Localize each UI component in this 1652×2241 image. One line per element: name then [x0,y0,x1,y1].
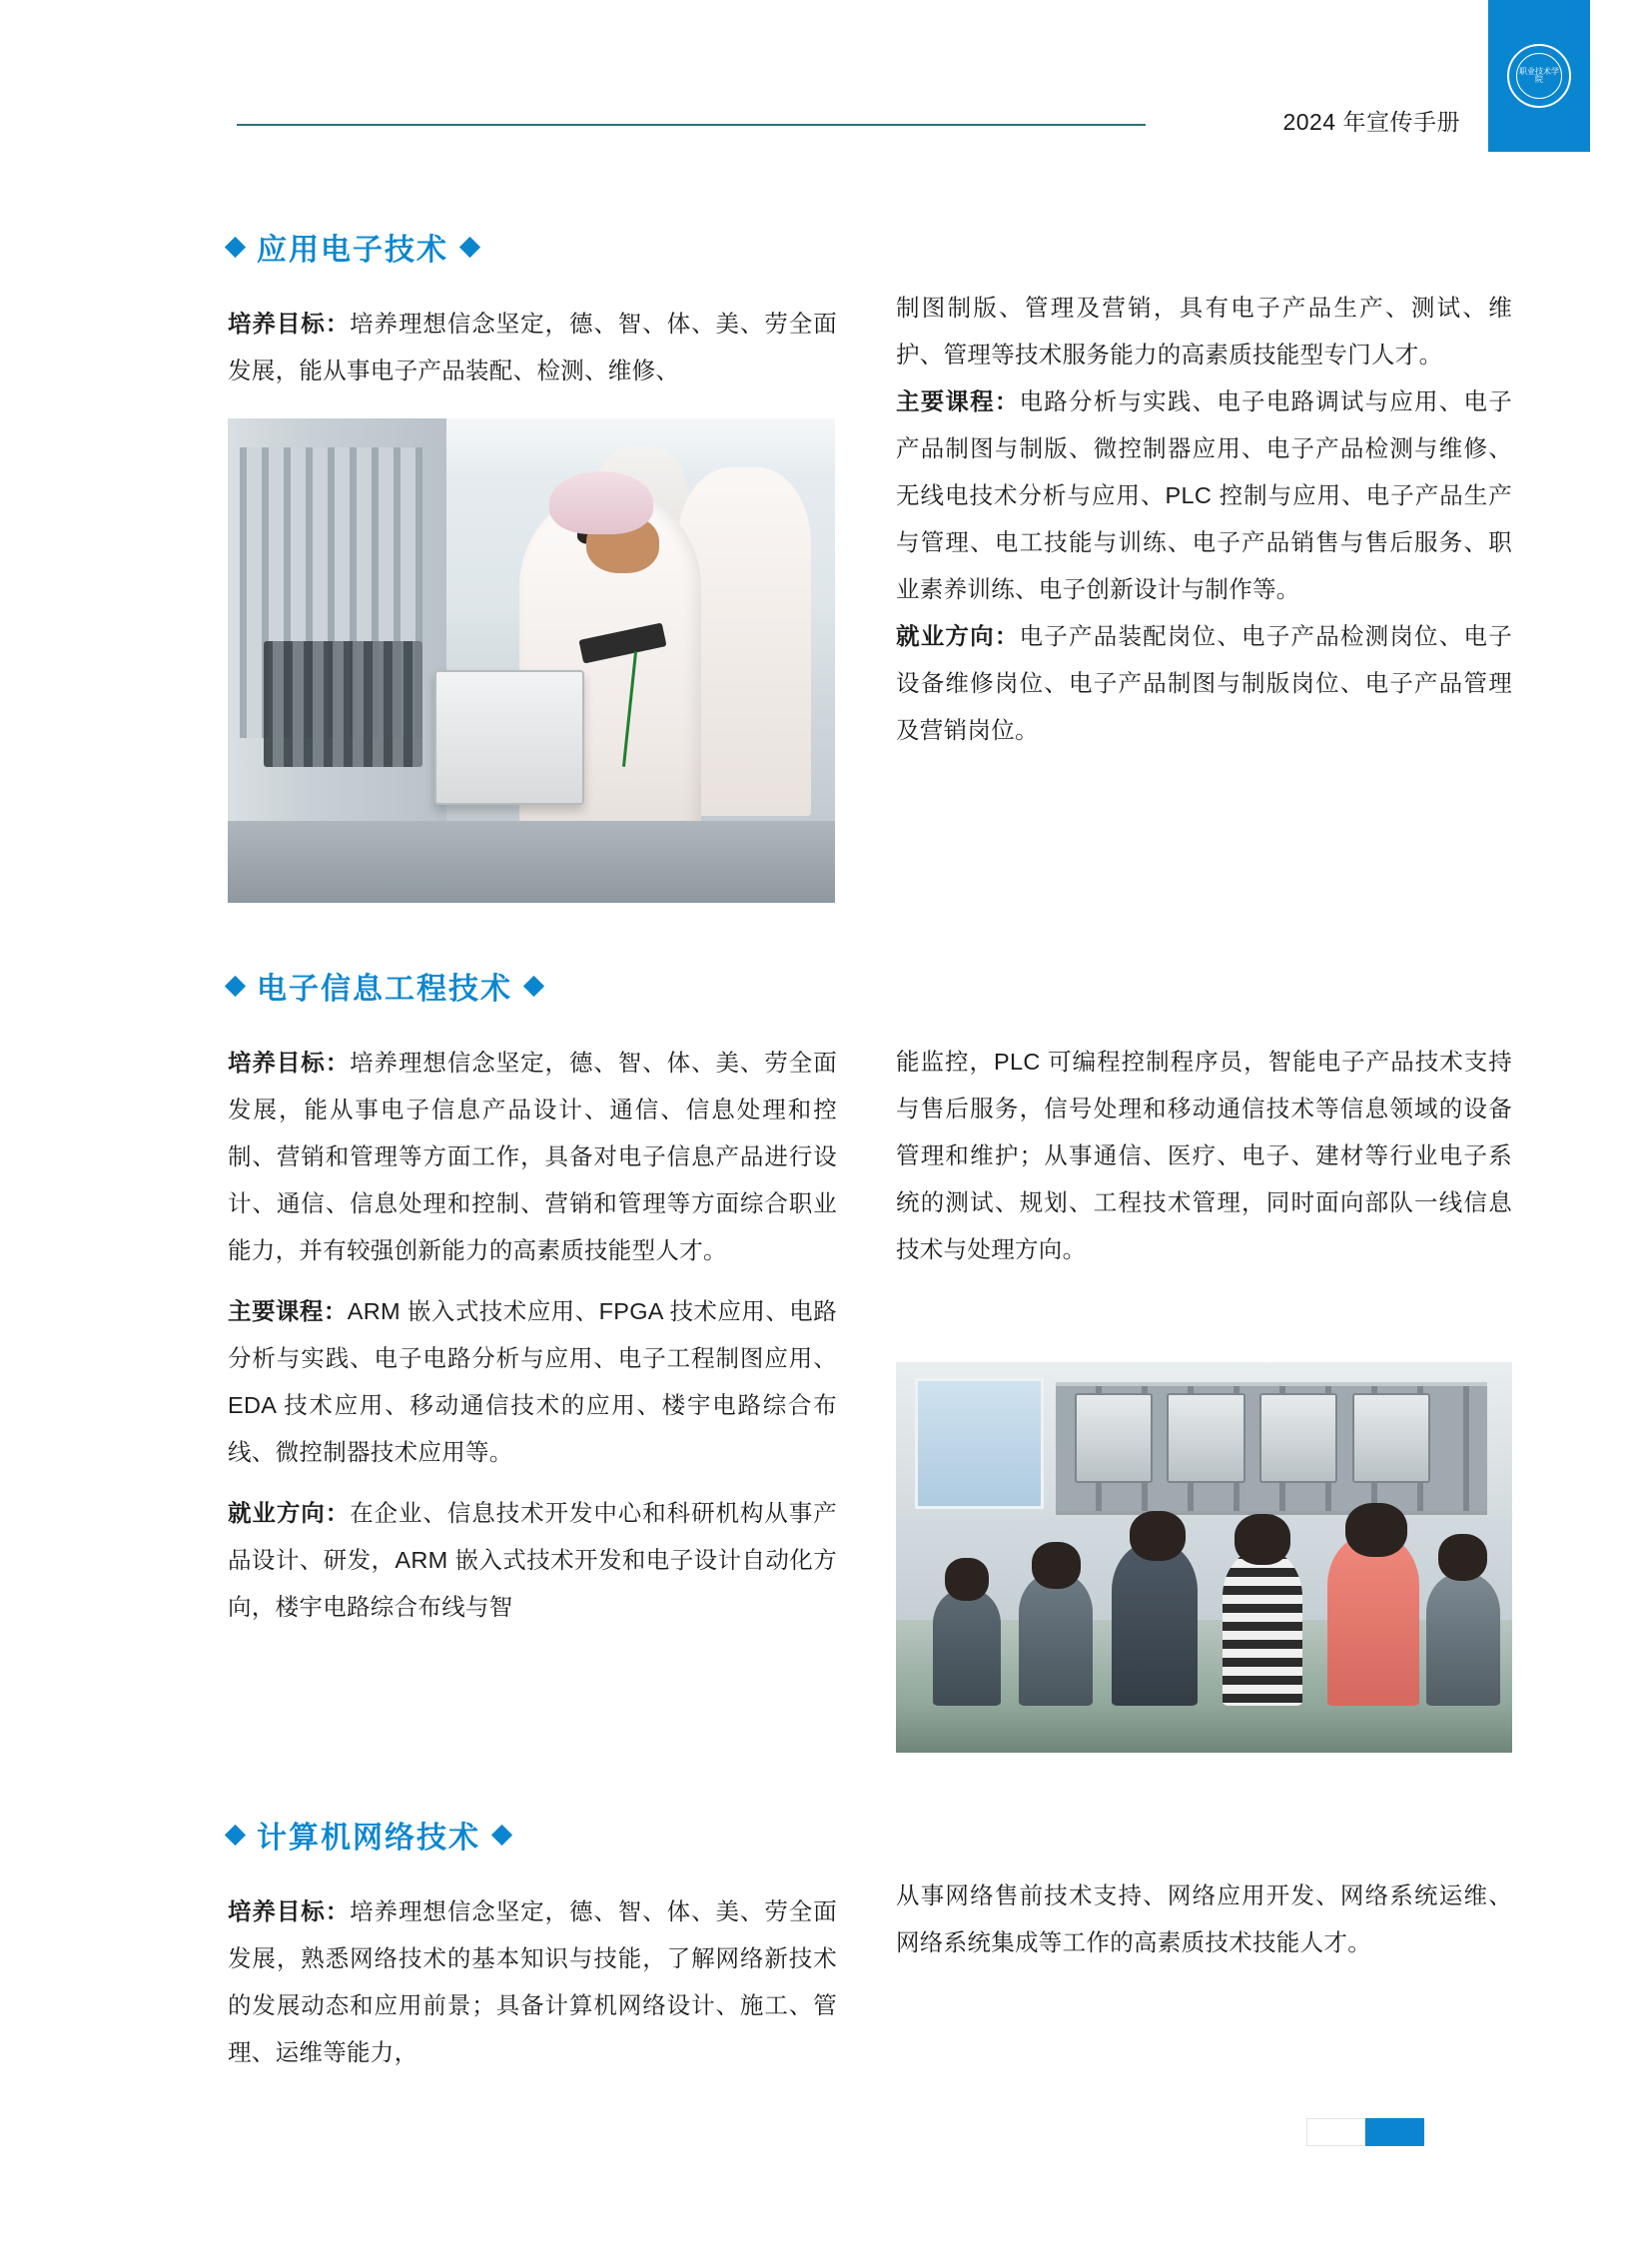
paragraph-text: 制图制版、管理及营销，具有电子产品生产、测试、维护、管理等技术服务能力的高素质技能型专门人才。 [896,295,1512,368]
header-divider-rule [237,124,1146,126]
photo-instrument [1075,1393,1153,1483]
section-3-right-paragraph [896,1872,1512,1966]
paragraph-label: 培养目标： [228,311,351,337]
section-1-heading [228,225,837,269]
section-2-heading [228,964,837,1008]
diamond-bullet-icon [225,975,246,996]
section-3-right-column [896,1872,1512,1966]
diamond-bullet-icon [523,975,544,996]
section-1-right-paragraph-1 [896,285,1512,378]
photo-instrument [1167,1393,1244,1483]
section-1-left-column [228,225,837,394]
paragraph-label: 就业方向： [228,1500,351,1526]
photo-student-head [1032,1542,1081,1589]
paragraph-text: 从事网络售前技术支持、网络应用开发、网络系统运维、网络系统集成等工作的高素质技术技能人才。 [896,1882,1512,1955]
paragraph-label: 主要课程： [228,1298,348,1324]
section-3-heading [228,1813,837,1857]
photo-student-head [1345,1503,1407,1558]
photo-dark-rail [264,641,421,767]
photo-student-head [945,1558,988,1601]
diamond-bullet-icon [491,1824,512,1845]
photo-workbench [228,821,835,903]
photo-equipment-box [434,670,584,805]
photo-student [1112,1542,1198,1706]
section-3-heading-text: 计算机网络技术 [257,1822,480,1855]
header-title: 2024 年宣传手册 [1282,109,1460,135]
photo-lab-bench-front [896,1702,1512,1753]
section-1-right-column [896,285,1512,754]
photo-student [1019,1573,1093,1706]
photo-instrument [1352,1393,1430,1483]
footer-page-mark [1306,2118,1424,2146]
section-1-heading-text: 应用电子技术 [257,234,448,267]
paragraph-text: 培养理想信念坚定，德、智、体、美、劳全面发展，熟悉网络技术的基本知识与技能，了解网络新技术的发展动态和应用前景；具备计算机网络设计、施工、管理、运维等能力， [228,1898,837,2065]
footer-mark-white [1306,2118,1365,2146]
electronics-lab-photo [896,1362,1512,1753]
section-1-right-paragraph-2 [896,378,1512,613]
electronics-assembly-photo [228,418,835,903]
paragraph-text: 电子产品装配岗位、电子产品检测岗位、电子设备维修岗位、电子产品制图与制版岗位、电子产品管理及营销岗位。 [896,623,1513,743]
diamond-bullet-icon [225,1824,246,1845]
section-2-left-paragraph-3 [228,1490,837,1631]
section-2-right-column [896,1039,1512,1273]
paragraph-label: 主要课程： [896,388,1020,414]
photo-student-head [1235,1514,1290,1565]
section-3-left-column [228,1813,837,2076]
paragraph-text: 电路分析与实践、电子电路调试与应用、电子产品制图与制版、微控制器应用、电子产品检测与维修、无线电技术分析与应用、PLC 控制与应用、电子产品生产与管理、电工技能与训练、电子产品销售与售后服务、职业素养训练、电子创新设计与制作等。 [896,388,1513,602]
paragraph-label: 就业方向： [896,623,1020,649]
photo-instrument [1259,1393,1337,1483]
paragraph-text: 培养理想信念坚定，德、智、体、美、劳全面发展，能从事电子产品装配、检测、维修、 [228,311,837,383]
paragraph-text: 在企业、信息技术开发中心和科研机构从事产品设计、研发，ARM 嵌入式技术开发和电子设计自动化方向，楼宇电路综合布线与智 [228,1500,837,1620]
paragraph-label: 培养目标： [228,1898,351,1924]
footer-mark-blue [1365,2118,1424,2146]
photo-window [915,1378,1044,1509]
school-seal-text: 职业技术学院 [1516,53,1562,99]
section-2-left-paragraph-1 [228,1040,837,1274]
photo-student [933,1589,1001,1706]
paragraph-label: 培养目标： [228,1050,351,1076]
paragraph-text: ARM 嵌入式技术应用、FPGA 技术应用、电路分析与实践、电子电路分析与应用、电子工程制图应用、EDA 技术应用、移动通信技术的应用、楼宇电路综合布线、微控制器技术应用等。 [228,1298,837,1465]
section-1-right-paragraph-3 [896,613,1512,754]
school-logo-block [1488,0,1590,152]
section-2-left-paragraph-2 [228,1288,837,1476]
photo-worker-cap [549,471,652,534]
section-3-left-paragraph [228,1888,837,2076]
photo-student-head [1130,1511,1186,1562]
photo-student [1426,1573,1500,1706]
diamond-bullet-icon [459,236,480,257]
school-seal-icon [1507,44,1571,108]
photo-student [1327,1534,1420,1706]
paragraph-text: 培养理想信念坚定，德、智、体、美、劳全面发展，能从事电子信息产品设计、通信、信息处理和控制、营销和管理等方面工作，具备对电子信息产品进行设计、通信、信息处理和控制、营销和管理等方面综合职业能力，并有较强创新能力的高素质技能型人才。 [228,1050,837,1263]
section-2-left-column [228,964,837,1631]
section-2-right-paragraph-1 [896,1039,1512,1273]
section-1-left-paragraph [228,301,837,394]
section-2-heading-text: 电子信息工程技术 [257,973,512,1006]
photo-student [1223,1550,1302,1706]
paragraph-text: 能监控，PLC 可编程控制程序员，智能电子产品技术支持与售后服务，信号处理和移动通信技术等信息领域的设备管理和维护；从事通信、医疗、电子、建材等行业电子系统的测试、规划、工程技术管理，同时面向部队一线信息技术与处理方向。 [896,1049,1512,1262]
photo-student-head [1438,1534,1487,1581]
diamond-bullet-icon [225,236,246,257]
